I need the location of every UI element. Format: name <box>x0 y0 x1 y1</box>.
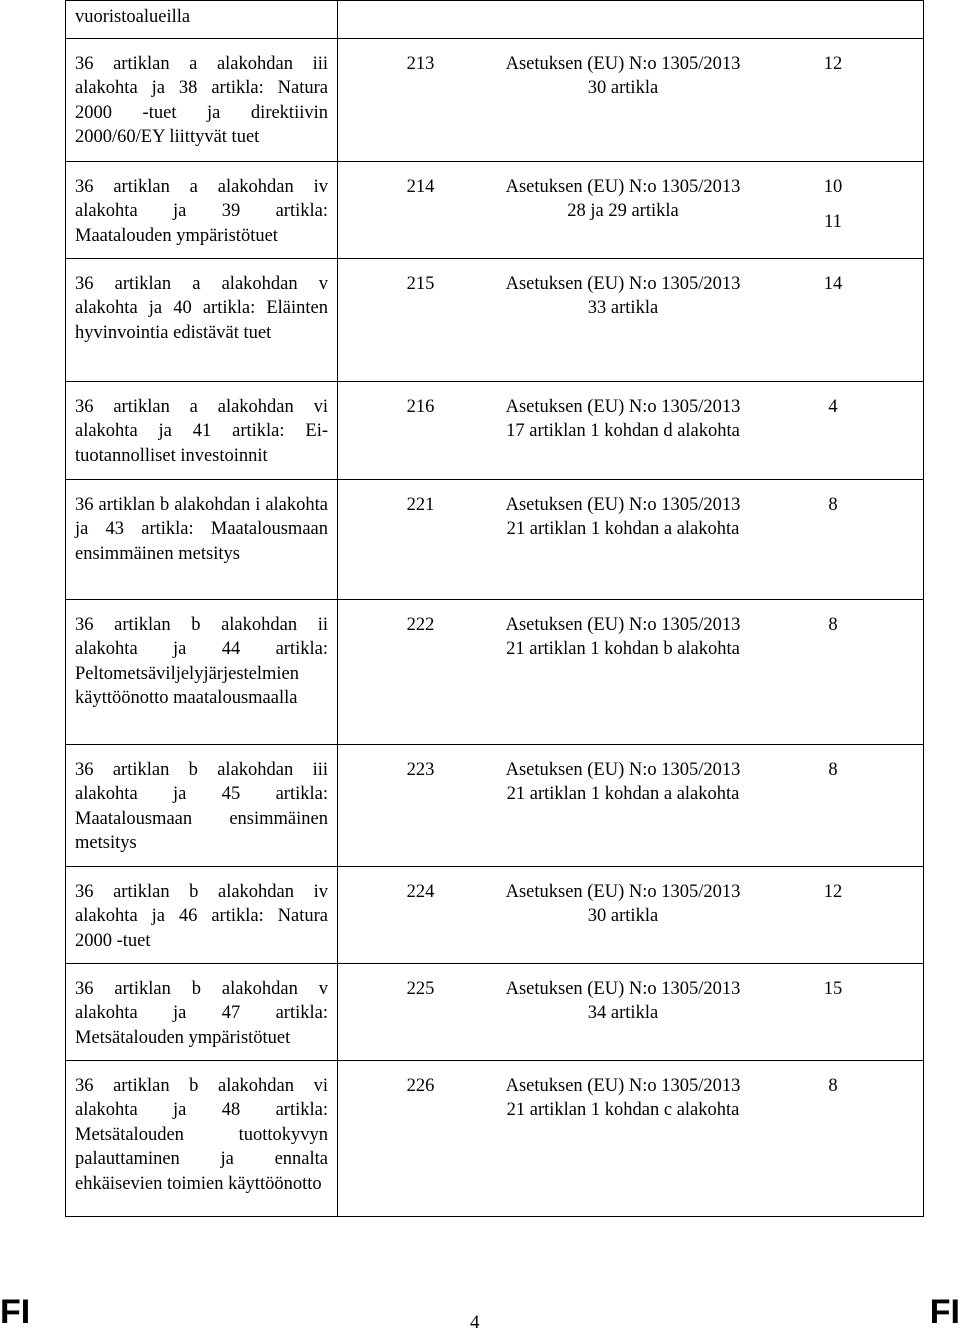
row-details <box>338 480 923 542</box>
row-details <box>338 600 923 662</box>
table-cell-description <box>66 1 338 39</box>
footer-language-right: FI <box>929 1293 960 1331</box>
row-measure-numbers <box>743 977 923 1026</box>
row-measure-numbers <box>743 175 923 235</box>
row-details <box>338 1061 923 1123</box>
row-code: 223 <box>406 759 435 780</box>
table-row <box>66 161 924 258</box>
row-details <box>338 745 923 807</box>
row-regulation-reference: Asetuksen (EU) N:o 1305/2013 30 artikla <box>505 881 741 926</box>
table-body <box>66 1 924 1217</box>
measure-number: 11 <box>824 212 842 232</box>
table-cell-description <box>66 1060 338 1216</box>
table-cell-details <box>338 38 924 161</box>
row-regulation-reference: Asetuksen (EU) N:o 1305/2013 34 artikla <box>505 978 741 1023</box>
measure-number: 8 <box>828 494 838 515</box>
row-measure-numbers <box>743 613 923 662</box>
row-regulation-reference: Asetuksen (EU) N:o 1305/2013 21 artiklan 1 kohdan b alakohta <box>505 614 741 659</box>
table-cell-details <box>338 258 924 381</box>
row-description: 36 artiklan b alakohdan ii alakohta ja 44 artikla: Peltometsäviljelyjärjestelmien käyttöönotto maatalousmaalla <box>75 614 328 708</box>
row-measure-numbers <box>743 880 923 929</box>
row-description: 36 artiklan a alakohdan iv alakohta ja 39 artikla: Maatalouden ympäristötuet <box>75 176 328 246</box>
row-measure-numbers <box>743 52 923 101</box>
table-cell-details <box>338 599 924 744</box>
table-cell-description <box>66 381 338 479</box>
row-measure-numbers <box>743 493 923 542</box>
row-measure-numbers <box>743 758 923 807</box>
row-regulation-reference: Asetuksen (EU) N:o 1305/2013 21 artiklan 1 kohdan a alakohta <box>505 494 741 539</box>
row-regulation-reference: Asetuksen (EU) N:o 1305/2013 21 artiklan 1 kohdan c alakohta <box>505 1075 741 1120</box>
table-row <box>66 866 924 963</box>
table-cell-description <box>66 599 338 744</box>
table-cell-details <box>338 161 924 258</box>
row-description: 36 artiklan b alakohdan iii alakohta ja 45 artikla: Maatalousmaan ensimmäinen metsitys <box>75 759 328 853</box>
table-cell-description <box>66 38 338 161</box>
table-row <box>66 963 924 1060</box>
row-description: 36 artiklan b alakohdan v alakohta ja 47 artikla: Metsätalouden ympäristötuet <box>75 978 328 1048</box>
row-description: 36 artiklan b alakohdan iv alakohta ja 46 artikla: Natura 2000 -tuet <box>75 881 328 951</box>
table-cell-details <box>338 963 924 1060</box>
table-row <box>66 258 924 381</box>
table-row <box>66 479 924 599</box>
table-cell-description <box>66 963 338 1060</box>
row-code: 226 <box>406 1075 435 1096</box>
row-code: 225 <box>406 978 435 999</box>
table-cell-description <box>66 744 338 866</box>
table-row-continuation <box>66 1 924 39</box>
measure-number: 8 <box>828 759 838 780</box>
measure-number: 12 <box>823 881 843 902</box>
measure-number: 15 <box>823 978 843 999</box>
measure-number: 4 <box>828 396 838 417</box>
row-details <box>338 39 923 101</box>
table-cell-description <box>66 866 338 963</box>
table-cell-description <box>66 161 338 258</box>
table-row <box>66 38 924 161</box>
row-measure-numbers <box>743 272 923 321</box>
table-cell-description <box>66 479 338 599</box>
table-row <box>66 1060 924 1216</box>
row-description: 36 artiklan a alakohdan iii alakohta ja 38 artikla: Natura 2000 -tuet ja direktiivin 2000/60/EY liittyvät tuet <box>75 53 328 147</box>
row-code: 215 <box>406 273 435 294</box>
row-measure-numbers <box>743 1074 923 1123</box>
row-details <box>338 162 923 235</box>
row-description: 36 artiklan a alakohdan vi alakohta ja 41 artikla: Ei-tuotannolliset investoinnit <box>75 396 328 466</box>
measure-number: 10 <box>823 176 843 197</box>
row-code: 216 <box>406 396 435 417</box>
table-cell-details <box>338 866 924 963</box>
row-details <box>338 382 923 444</box>
measures-table <box>65 0 924 1217</box>
table-cell-details <box>338 479 924 599</box>
row-measure-numbers <box>743 395 923 444</box>
row-description: 36 artiklan b alakohdan vi alakohta ja 48 artikla: Metsätalouden tuottokyvyn palauttaminen ja ennalta ehkäisevien toimien käyttöönotto <box>75 1075 328 1194</box>
row-regulation-reference: Asetuksen (EU) N:o 1305/2013 28 ja 29 artikla <box>505 176 741 221</box>
row-code: 214 <box>406 176 435 197</box>
row-code: 224 <box>406 881 435 902</box>
table-cell-description <box>66 258 338 381</box>
continuation-text: vuoristoalueilla <box>75 7 191 27</box>
measure-number: 8 <box>828 1075 838 1096</box>
measure-number: 14 <box>823 273 843 294</box>
footer-language-left: FI <box>0 1293 31 1331</box>
row-details <box>338 867 923 929</box>
row-details <box>338 964 923 1026</box>
measure-number: 8 <box>828 614 838 635</box>
table-cell-details <box>338 381 924 479</box>
row-regulation-reference: Asetuksen (EU) N:o 1305/2013 21 artiklan 1 kohdan a alakohta <box>505 759 741 804</box>
row-code: 221 <box>406 494 435 515</box>
page-number: 4 <box>470 1312 480 1333</box>
measure-number: 12 <box>823 53 843 74</box>
row-regulation-reference: Asetuksen (EU) N:o 1305/2013 33 artikla <box>505 273 741 318</box>
table-row <box>66 744 924 866</box>
table-row <box>66 381 924 479</box>
table-row <box>66 599 924 744</box>
row-code: 213 <box>406 53 435 74</box>
row-description: 36 artiklan b alakohdan i alakohta ja 43 artikla: Maatalousmaan ensimmäinen metsitys <box>75 494 328 564</box>
row-code: 222 <box>406 614 435 635</box>
row-regulation-reference: Asetuksen (EU) N:o 1305/2013 17 artiklan 1 kohdan d alakohta <box>505 396 741 441</box>
table-cell-details <box>338 1060 924 1216</box>
table-cell-details <box>338 744 924 866</box>
row-details <box>338 259 923 321</box>
table-cell-empty <box>338 1 924 39</box>
row-regulation-reference: Asetuksen (EU) N:o 1305/2013 30 artikla <box>505 53 741 98</box>
row-description: 36 artiklan a alakohdan v alakohta ja 40 artikla: Eläinten hyvinvointia edistävät tuet <box>75 273 328 343</box>
